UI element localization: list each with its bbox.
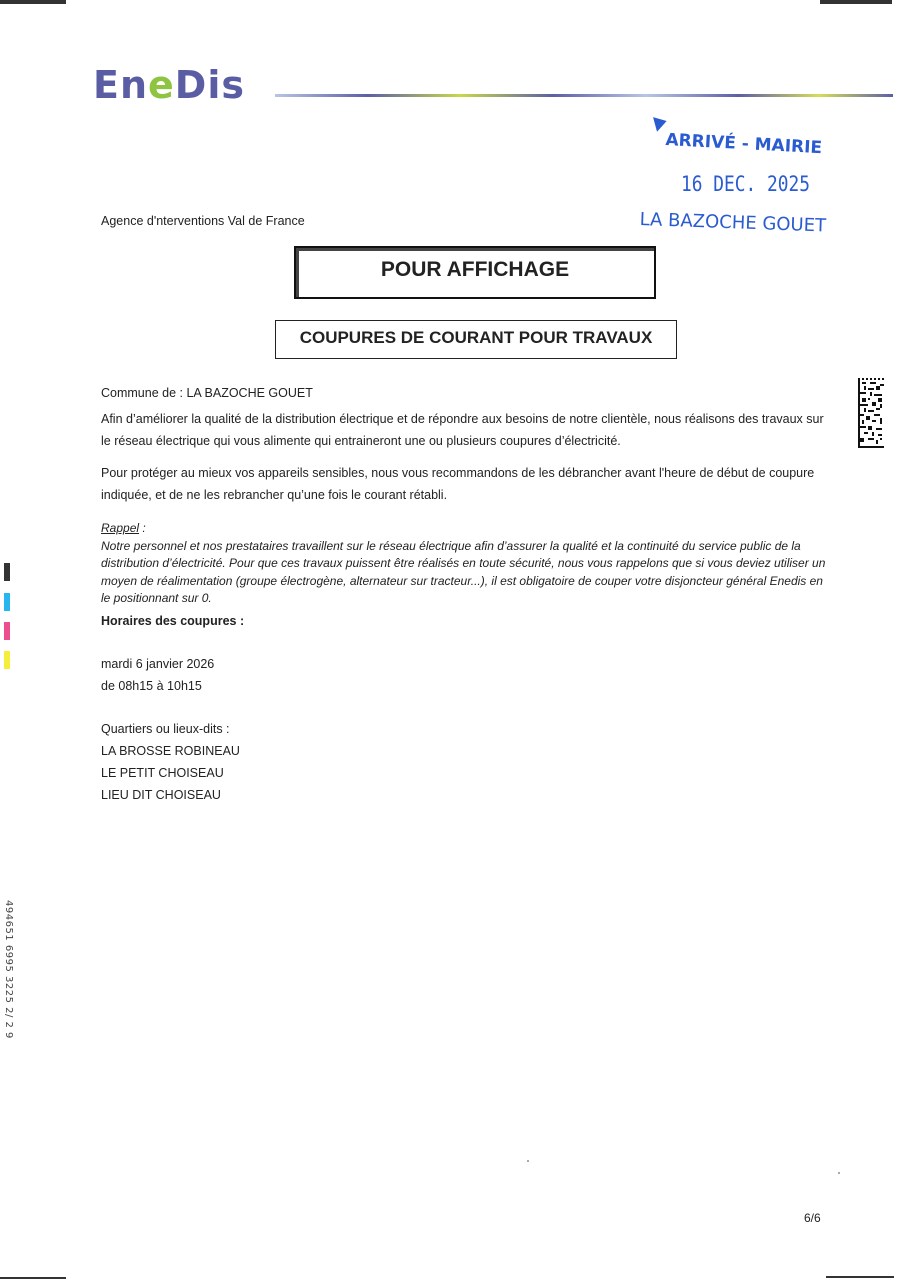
rappel-label: Rappel: [101, 521, 140, 535]
scan-mark-bottom-left: [0, 1277, 66, 1279]
quartier-item: LE PETIT CHOISEAU: [101, 766, 224, 780]
pour-affichage-box: [294, 246, 656, 299]
coupures-title: COUPURES DE COURANT POUR TRAVAUX: [299, 328, 653, 347]
scan-speck: [527, 1160, 529, 1162]
commune-line: Commune de : LA BAZOCHE GOUET: [101, 386, 313, 400]
color-bar-cyan: [4, 593, 10, 611]
coupures-box: [275, 320, 677, 359]
logo-text-a: En: [93, 63, 149, 107]
logo-text-c: Dis: [174, 63, 245, 107]
rappel-text: Notre personnel et nos prestataires travaillent sur le réseau électrique afin d’assurer la qualité et la continuité du service public de la distribution d’électricité. Pour que ces travaux puissent être réalisés en toute sécurité, nous vous rappelons que si vous deviez utiliser un moyen de réalimentation (groupe électrogène, alternateur sur tracteur...), il est obligatoire de couper votre disjoncteur général Enedis en le positionnant sur 0.: [101, 538, 826, 605]
quartiers-label: Quartiers ou lieux-dits :: [101, 722, 230, 736]
rappel-block: [101, 520, 831, 608]
color-bar-black: [4, 563, 10, 581]
quartier-item: LA BROSSE ROBINEAU: [101, 744, 240, 758]
enedis-logo: [93, 63, 245, 107]
advice-paragraph: Pour protéger au mieux vos appareils sensibles, nous vous recommandons de les débrancher avant l'heure de début de coupure indiquée, et de ne les rebrancher qu’une fois le courant rétabli.: [101, 466, 815, 502]
quartier-item: LIEU DIT CHOISEAU: [101, 788, 221, 802]
scan-mark-top-left: [0, 0, 66, 4]
logo-rule: [275, 94, 893, 97]
datamatrix-barcode-icon: [858, 378, 884, 448]
color-bar-yellow: [4, 651, 10, 669]
pour-affichage-title: POUR AFFICHAGE: [380, 258, 570, 281]
horaires-heading: Horaires des coupures :: [101, 614, 245, 628]
stamp-arrow-icon: [651, 117, 667, 133]
stamp-commune: LA BAZOCHE GOUET: [639, 209, 827, 237]
quartiers-block: [101, 718, 240, 806]
logo-text-b: e: [148, 63, 175, 107]
scan-speck: [838, 1172, 840, 1174]
page-number: 6/6: [804, 1211, 821, 1225]
scan-mark-bottom-right: [826, 1276, 894, 1278]
schedule-time: de 08h15 à 10h15: [101, 679, 202, 693]
agency-name: Agence d'nterventions Val de France: [101, 214, 305, 228]
schedule-date: mardi 6 janvier 2026: [101, 657, 215, 671]
rappel-colon: :: [139, 521, 146, 535]
stamp-date: 16 DEC. 2025: [681, 172, 810, 196]
stamp-arrive-mairie: ARRIVÉ - MAIRIE: [664, 130, 823, 159]
side-print-code: 494651 6995 3225 2/ 2 9: [3, 900, 14, 1039]
schedule-block: [101, 653, 214, 697]
color-bar-magenta: [4, 622, 10, 640]
scan-mark-top-right: [820, 0, 892, 4]
intro-paragraph: Afin d’améliorer la qualité de la distribution électrique et de répondre aux besoins de notre clientèle, nous réalisons des travaux sur le réseau électrique qui vous alimente qui entraineront une ou plusieurs coupures d’électricité.: [101, 412, 824, 448]
